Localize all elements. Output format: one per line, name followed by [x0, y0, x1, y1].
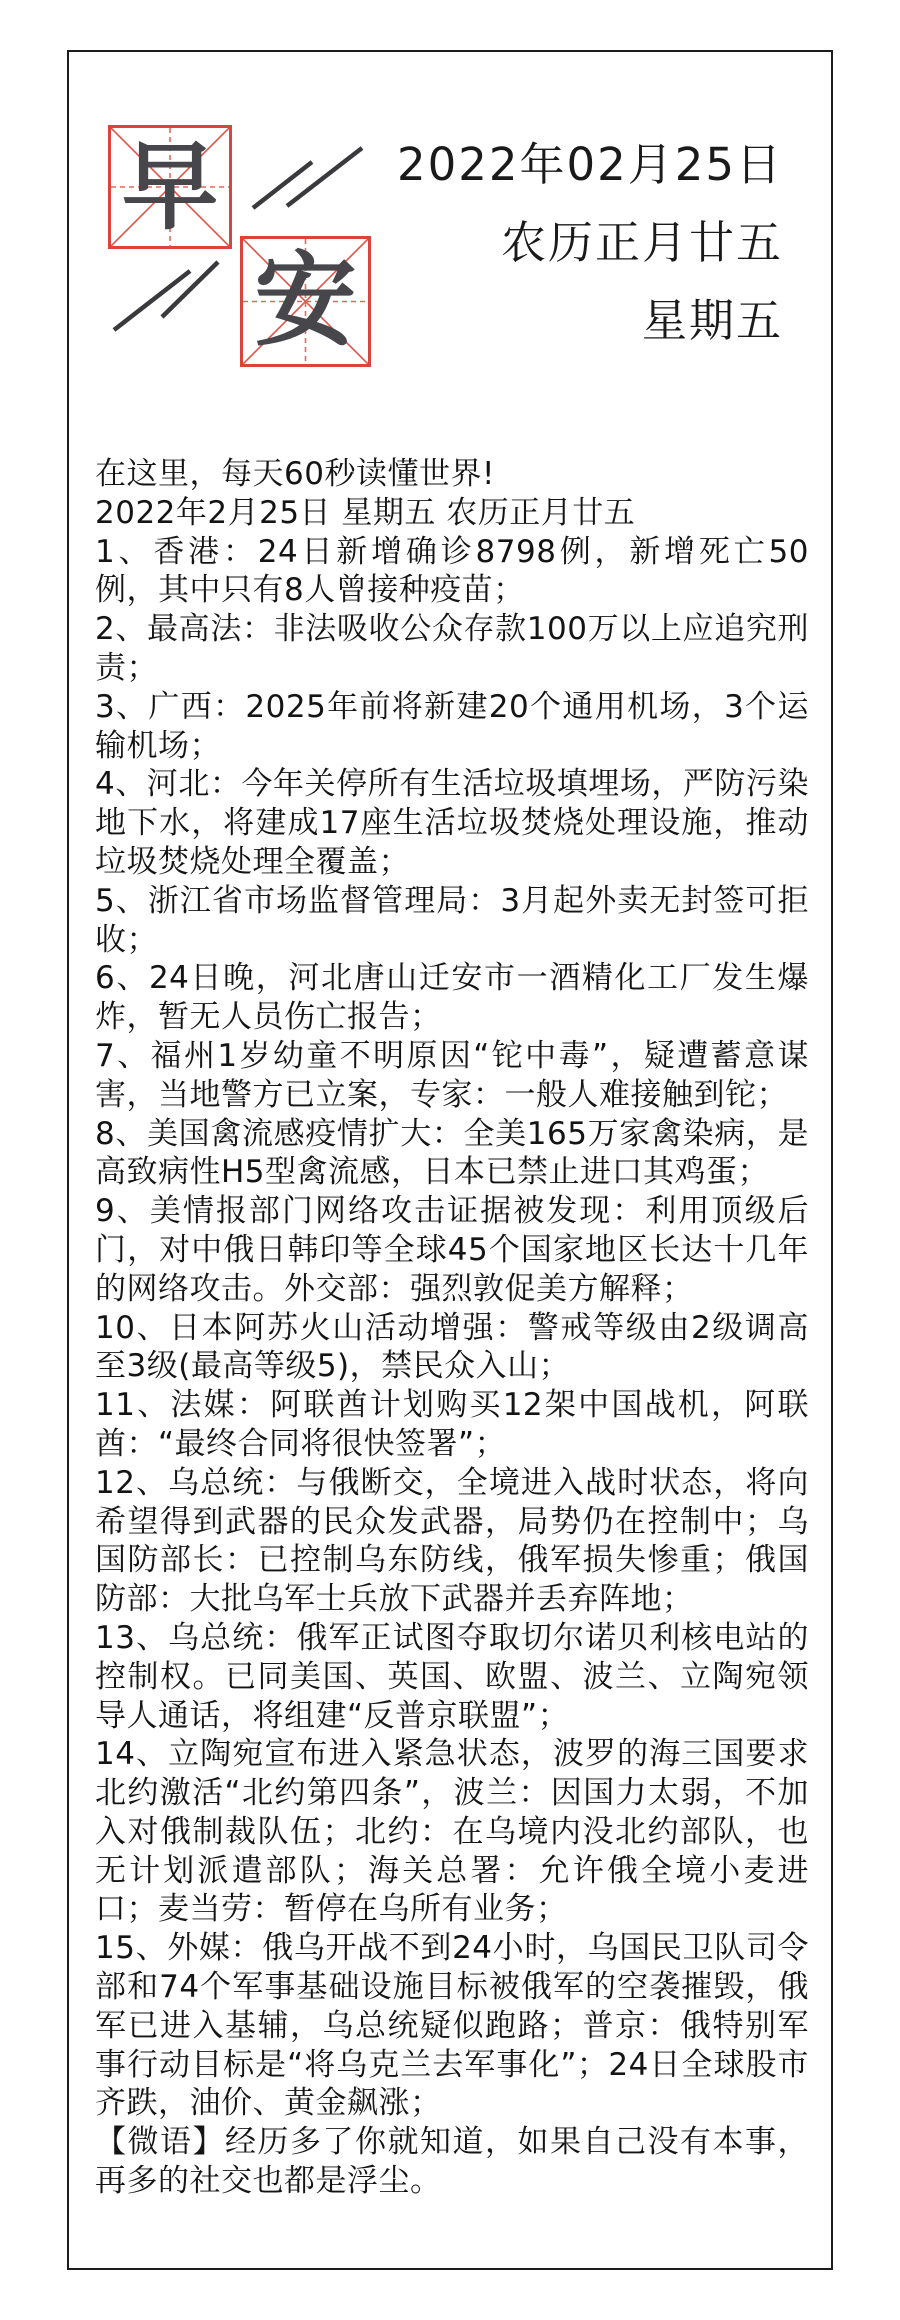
- logo-char-zao: 早: [122, 131, 218, 243]
- news-item-12: 12、乌总统：与俄断交，全境进入战时状态，将向希望得到武器的民众发武器，局势仍在控制中；乌国防部长：已控制乌东防线，俄军损失惨重；俄国防部：大批乌军士兵放下武器并丢弃阵地；: [95, 1464, 809, 1618]
- logo-char-box-an: [240, 236, 371, 367]
- news-item-8: 8、美国禽流感疫情扩大：全美165万家禽染病，是高致病性H5型禽流感，日本已禁止进口其鸡蛋；: [95, 1115, 809, 1191]
- news-item-5: 5、浙江省市场监督管理局：3月起外卖无封签可拒收；: [95, 882, 809, 958]
- news-item-2: 2、最高法：非法吸收公众存款100万以上应追究刑责；: [95, 611, 809, 686]
- news-item-13: 13、乌总统：俄军正试图夺取切尔诺贝利核电站的控制权。已同美国、英国、欧盟、波兰、立陶宛领导人通话，将组建“反普京联盟”；: [95, 1619, 809, 1734]
- intro-line: 在这里，每天60秒读懂世界!: [95, 456, 495, 492]
- weekday-line: 星期五: [641, 294, 783, 347]
- news-item-4: 4、河北：今年关停所有生活垃圾填埋场，严防污染地下水，将建成17座生活垃圾焚烧处理设施，推动垃圾焚烧处理全覆盖；: [95, 766, 809, 880]
- news-item-11: 11、法媒：阿联酋计划购买12架中国战机，阿联酋：“最终合同将很快签署”；: [95, 1387, 809, 1462]
- date-block: [397, 126, 783, 360]
- date-line: 2022年02月25日: [396, 138, 783, 191]
- news-item-10: 10、日本阿苏火山活动增强：警戒等级由2级调高至3级(最高等级5)，禁民众入山；: [95, 1309, 809, 1385]
- double-slash-icon-top: [245, 142, 370, 215]
- news-item-7: 7、福州1岁幼童不明原因“铊中毒”，疑遭蓄意谋害，当地警方已立案，专家：一般人难接触到铊；: [95, 1037, 809, 1113]
- lunar-date-line: 农历正月廿五: [500, 216, 783, 269]
- news-body: [95, 455, 809, 2201]
- date-heading: 2022年2月25日 星期五 农历正月廿五: [95, 494, 636, 531]
- news-item-6: 6、24日晚，河北唐山迁安市一酒精化工厂发生爆炸，暂无人员伤亡报告；: [95, 960, 809, 1036]
- news-item-3: 3、广西：2025年前将新建20个通用机场，3个运输机场；: [95, 688, 809, 764]
- logo-char-an: 安: [254, 241, 357, 361]
- news-item-15: 15、外媒：俄乌开战不到24小时，乌国民卫队司令部和74个军事基础设施目标被俄军的空袭摧毁，俄军已进入基辅，乌总统疑似跑路；普京：俄特别军事行动目标是“将乌克兰去军事化”；24日全球股市齐跌，油价、黄金飙涨；: [95, 1930, 809, 2122]
- closing-weiyu-line: 【微语】经历多了你就知道，如果自己没有本事，再多的社交也都是浮尘。: [95, 2124, 809, 2200]
- news-item-9: 9、美情报部门网络攻击证据被发现：利用顶级后门，对中俄日韩印等全球45个国家地区长达十几年的网络攻击。外交部：强烈敦促美方解释；: [95, 1193, 809, 1307]
- logo-char-box-zao: [108, 125, 232, 249]
- news-item-14: 14、立陶宛宣布进入紧急状态，波罗的海三国要求北约激活“北约第四条”，波兰：因国力太弱，不加入对俄制裁队伍；北约：在乌境内没北约部队，也无计划派遣部队；海关总署：允许俄全境小麦进口；麦当劳：暂停在乌所有业务；: [95, 1736, 809, 1928]
- double-slash-icon-bottom: [105, 255, 225, 337]
- news-item-1: 1、香港：24日新增确诊8798例，新增死亡50例，其中只有8人曾接种疫苗；: [95, 533, 809, 609]
